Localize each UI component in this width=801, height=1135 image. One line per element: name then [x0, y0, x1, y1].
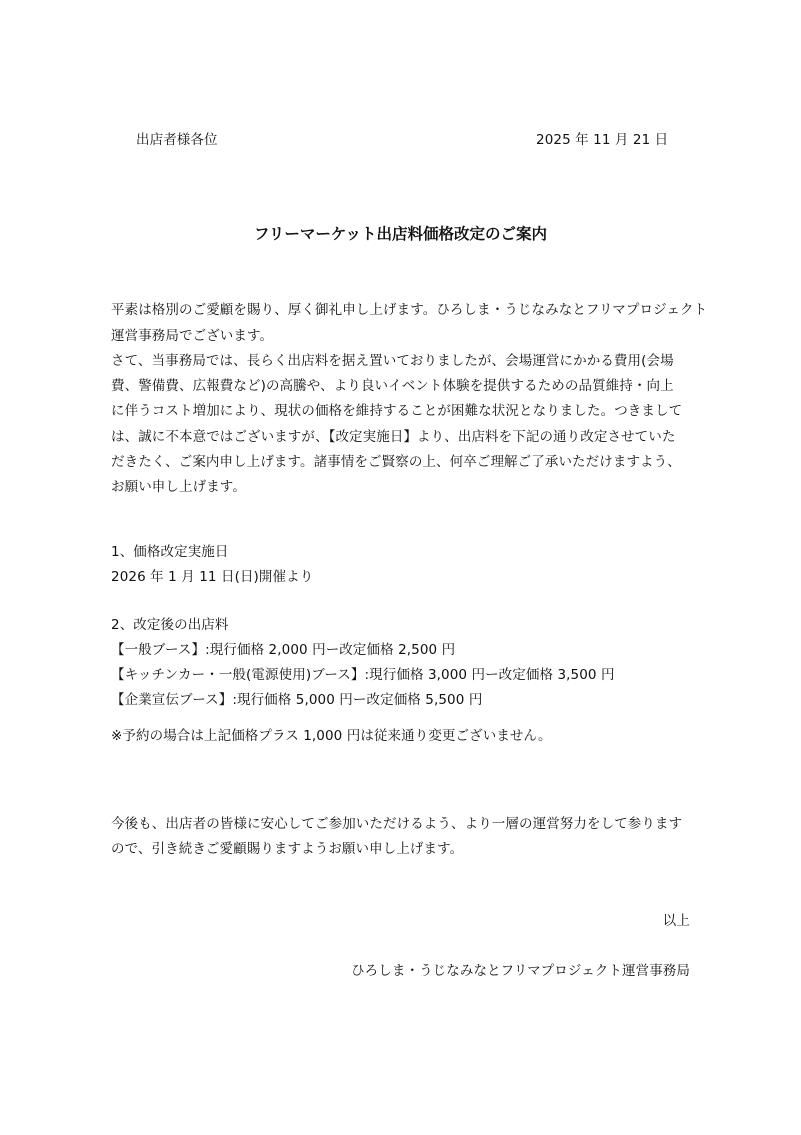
fee-item: 【一般ブース】:現行価格 2,000 円ー改定価格 2,500 円	[111, 642, 456, 658]
body-line: だきたく、ご案内申し上げます。諸事情をご賢察の上、何卒ご理解ご了承いただけますよう、	[111, 454, 681, 470]
document-date: 2025 年 11 月 21 日	[536, 132, 669, 148]
body-line: さて、当事務局では、長らく出店料を据え置いておりましたが、会場運営にかかる費用(会場	[111, 353, 674, 369]
body-line: に伴うコスト増加により、現状の価格を維持することが困難な状況となりました。つきまして	[111, 403, 683, 419]
section1-heading: 1、価格改定実施日	[111, 544, 229, 560]
addressee: 出店者様各位	[136, 132, 218, 148]
section1-value: 2026 年 1 月 11 日(日)開催より	[111, 569, 314, 585]
closing-line: 今後も、出店者の皆様に安心してご参加いただけるよう、より一層の運営努力をして参ります	[111, 816, 683, 832]
end-mark: 以上	[662, 913, 690, 929]
body-line: 平素は格別のご愛顧を賜り、厚く御礼申し上げます。ひろしま・うじなみなとフリマプロジェクト	[111, 302, 708, 318]
fee-note: ※予約の場合は上記価格プラス 1,000 円は従来通り変更ございません。	[111, 728, 552, 744]
body-line: は、誠に不本意ではございますが、【改定実施日】より、出店料を下記の通り改定させていた	[111, 429, 676, 445]
section2-heading: 2、改定後の出店料	[111, 617, 229, 633]
body-line: 運営事務局でございます。	[111, 328, 274, 344]
signature: ひろしま・うじなみなとフリマプロジェクト運営事務局	[351, 963, 690, 979]
body-line: お願い申し上げます。	[111, 479, 246, 495]
document-title: フリーマーケット出店料価格改定のご案内	[253, 225, 548, 243]
body-line: 費、警備費、広報費など)の高騰や、より良いイベント体験を提供するための品質維持・向上	[111, 378, 674, 394]
fee-item: 【企業宣伝ブース】:現行価格 5,000 円ー改定価格 5,500 円	[111, 692, 483, 708]
closing-line: ので、引き続きご愛顧賜りますようお願い申し上げます。	[111, 841, 464, 857]
fee-item: 【キッチンカー・一般(電源使用)ブース】:現行価格 3,000 円ー改定価格 3,500 円	[111, 667, 615, 683]
